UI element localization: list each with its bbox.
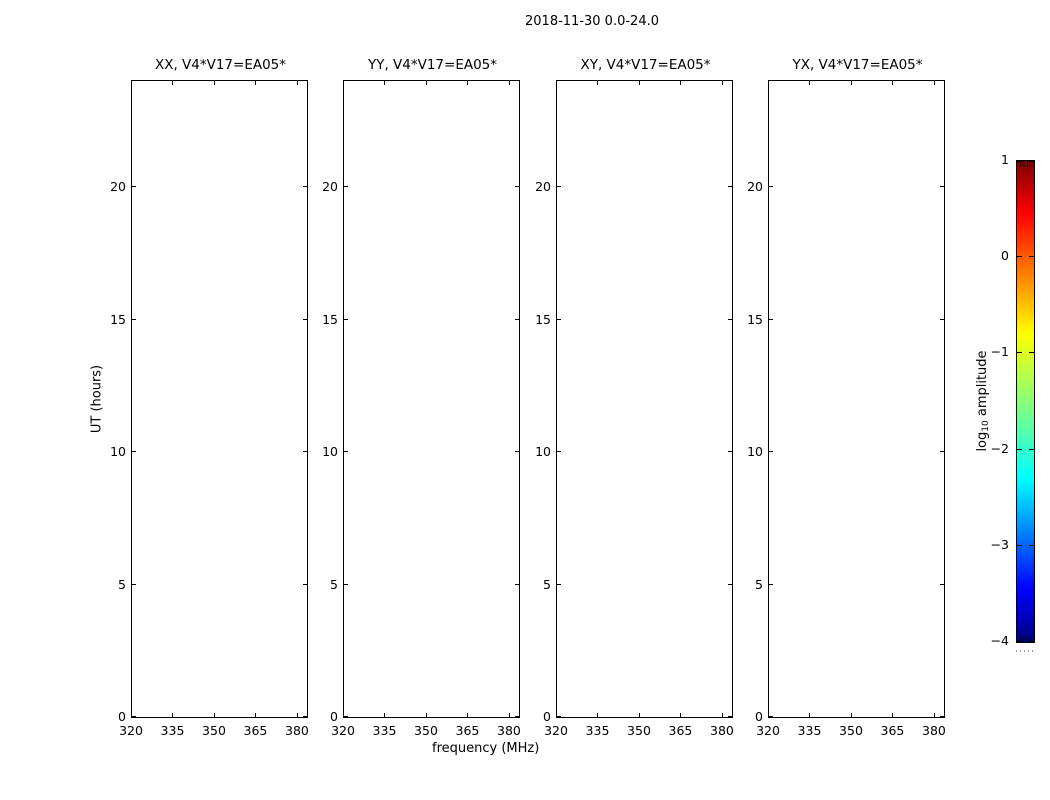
y-tick-label: 10	[110, 444, 126, 459]
y-tick-mark	[344, 716, 348, 717]
y-tick-mark	[940, 319, 944, 320]
y-tick-label: 15	[322, 311, 338, 327]
x-axis-label: frequency (MHz)	[432, 741, 540, 756]
y-tick-label: 20	[110, 179, 126, 194]
x-tick-label: 320	[544, 723, 568, 738]
x-tick-mark	[722, 81, 723, 85]
x-tick-mark	[851, 713, 852, 717]
x-tick-mark	[597, 713, 598, 717]
colorbar-tick-mark	[1029, 449, 1034, 450]
panel-title-xy: XY, V4*V17=EA05*	[580, 57, 711, 73]
y-tick-label: 10	[535, 444, 551, 459]
x-tick-mark	[297, 81, 298, 85]
x-tick-label: 350	[839, 723, 863, 738]
y-tick-mark	[132, 716, 136, 717]
y-tick-label: 5	[543, 576, 551, 592]
colorbar-label-prefix: log	[975, 431, 990, 452]
colorbar-tick-label: 0	[1001, 248, 1009, 264]
x-tick-mark	[467, 713, 468, 717]
y-tick-mark	[344, 584, 348, 585]
y-tick-label: 20	[322, 179, 338, 194]
y-tick-mark	[728, 584, 732, 585]
subplot-panel-xy	[535, 57, 734, 738]
y-tick-mark	[344, 186, 348, 187]
colorbar-tick-mark	[1029, 545, 1034, 546]
y-tick-label: 5	[755, 576, 763, 592]
x-tick-label: 365	[668, 723, 693, 738]
subplot-panel-yx	[747, 57, 946, 738]
colorbar-label-subscript: 10	[981, 420, 991, 432]
colorbar-tick-label: −4	[990, 633, 1009, 648]
x-tick-mark	[509, 81, 510, 85]
y-tick-mark	[303, 451, 307, 452]
x-tick-mark	[214, 713, 215, 717]
x-tick-mark	[172, 81, 173, 85]
x-tick-mark	[597, 81, 598, 85]
panel-title-xx: XX, V4*V17=EA05*	[154, 57, 287, 73]
subplot-panel-xx	[110, 57, 309, 738]
colorbar-tick-mark	[1017, 256, 1022, 257]
y-tick-mark	[303, 716, 307, 717]
x-tick-mark	[556, 81, 557, 85]
colorbar-tick-label: 1	[1001, 152, 1009, 167]
x-tick-mark	[809, 713, 810, 717]
x-tick-mark	[214, 81, 215, 85]
colorbar-tick-mark	[1017, 161, 1022, 162]
y-tick-mark	[940, 716, 944, 717]
colorbar	[1016, 160, 1035, 643]
y-tick-label: 0	[755, 709, 763, 724]
y-tick-mark	[940, 584, 944, 585]
x-tick-label: 365	[243, 723, 268, 738]
x-tick-mark	[509, 713, 510, 717]
colorbar-tick-mark	[1029, 161, 1034, 162]
subplot-panel-yy	[322, 57, 521, 738]
y-tick-mark	[344, 319, 348, 320]
x-tick-label: 365	[455, 723, 480, 738]
x-tick-mark	[297, 713, 298, 717]
x-tick-mark	[892, 713, 893, 717]
y-tick-label: 15	[110, 311, 126, 327]
y-tick-mark	[515, 451, 519, 452]
y-tick-label: 20	[535, 179, 551, 194]
y-tick-mark	[515, 319, 519, 320]
y-tick-mark	[557, 186, 561, 187]
x-tick-label: 320	[756, 723, 780, 738]
x-tick-label: 320	[119, 723, 143, 738]
colorbar-minor-tick-dots	[1016, 650, 1035, 652]
y-tick-mark	[132, 186, 136, 187]
y-tick-label: 15	[747, 311, 763, 327]
y-tick-mark	[515, 584, 519, 585]
y-tick-mark	[132, 584, 136, 585]
y-tick-mark	[515, 716, 519, 717]
y-tick-mark	[940, 186, 944, 187]
y-tick-mark	[728, 319, 732, 320]
y-tick-label: 5	[330, 576, 338, 592]
x-tick-label: 380	[710, 723, 734, 738]
y-tick-mark	[303, 319, 307, 320]
y-tick-mark	[515, 186, 519, 187]
x-tick-label: 380	[285, 723, 309, 738]
x-tick-mark	[343, 81, 344, 85]
x-tick-mark	[426, 81, 427, 85]
colorbar-tick-label: −2	[990, 440, 1009, 456]
colorbar-tick-mark	[1017, 641, 1022, 642]
y-tick-label: 0	[118, 709, 126, 724]
colorbar-tick-mark	[1029, 641, 1034, 642]
x-tick-label: 380	[497, 723, 521, 738]
x-tick-mark	[934, 81, 935, 85]
y-tick-mark	[303, 584, 307, 585]
y-tick-mark	[769, 584, 773, 585]
x-tick-mark	[680, 713, 681, 717]
x-tick-label: 335	[160, 723, 185, 738]
x-tick-mark	[172, 713, 173, 717]
x-tick-label: 350	[202, 723, 226, 738]
y-tick-mark	[769, 319, 773, 320]
x-tick-mark	[639, 713, 640, 717]
colorbar-label	[975, 350, 991, 451]
panel-title-yx: YX, V4*V17=EA05*	[792, 57, 923, 73]
y-tick-mark	[132, 319, 136, 320]
y-tick-mark	[728, 186, 732, 187]
figure-title: 2018-11-30 0.0-24.0	[525, 14, 659, 29]
y-tick-label: 0	[543, 709, 551, 724]
x-tick-mark	[768, 81, 769, 85]
colorbar-tick-mark	[1029, 256, 1034, 257]
colorbar-tick-mark	[1029, 352, 1034, 353]
colorbar-gradient	[1017, 161, 1034, 642]
y-tick-mark	[344, 451, 348, 452]
x-tick-mark	[639, 81, 640, 85]
colorbar-top-hatch	[1020, 162, 1031, 167]
y-tick-label: 20	[747, 179, 763, 194]
y-tick-label: 10	[322, 444, 338, 459]
x-tick-mark	[851, 81, 852, 85]
x-tick-mark	[384, 81, 385, 85]
colorbar-tick-label: −1	[990, 344, 1009, 360]
y-tick-label: 5	[118, 576, 126, 592]
x-tick-label: 320	[331, 723, 355, 738]
y-tick-mark	[557, 319, 561, 320]
x-tick-label: 335	[372, 723, 397, 738]
x-tick-label: 380	[922, 723, 946, 738]
y-tick-mark	[557, 584, 561, 585]
x-tick-label: 365	[880, 723, 905, 738]
y-tick-mark	[769, 451, 773, 452]
y-tick-mark	[769, 186, 773, 187]
y-tick-mark	[728, 451, 732, 452]
x-tick-mark	[255, 713, 256, 717]
x-tick-label: 335	[797, 723, 822, 738]
colorbar-tick-label: −3	[990, 536, 1009, 552]
x-tick-mark	[934, 713, 935, 717]
x-tick-label: 335	[585, 723, 610, 738]
x-tick-mark	[809, 81, 810, 85]
x-tick-mark	[680, 81, 681, 85]
y-tick-mark	[132, 451, 136, 452]
x-tick-mark	[892, 81, 893, 85]
y-tick-label: 15	[535, 311, 551, 327]
y-axis-label: UT (hours)	[89, 364, 105, 434]
y-tick-mark	[557, 716, 561, 717]
y-tick-mark	[940, 451, 944, 452]
x-tick-mark	[384, 713, 385, 717]
x-tick-mark	[467, 81, 468, 85]
y-tick-mark	[557, 451, 561, 452]
x-tick-label: 350	[414, 723, 438, 738]
colorbar-tick-mark	[1017, 449, 1022, 450]
y-tick-mark	[303, 186, 307, 187]
x-tick-label: 350	[627, 723, 651, 738]
y-tick-mark	[728, 716, 732, 717]
y-tick-mark	[769, 716, 773, 717]
y-tick-label: 10	[747, 444, 763, 459]
panel-title-yy: YY, V4*V17=EA05*	[367, 57, 498, 73]
x-tick-mark	[255, 81, 256, 85]
x-tick-mark	[722, 713, 723, 717]
colorbar-tick-mark	[1017, 352, 1022, 353]
colorbar-tick-mark	[1017, 545, 1022, 546]
colorbar-label-suffix: amplitude	[975, 350, 990, 421]
x-tick-mark	[131, 81, 132, 85]
x-tick-mark	[426, 713, 427, 717]
y-tick-label: 0	[330, 709, 338, 724]
